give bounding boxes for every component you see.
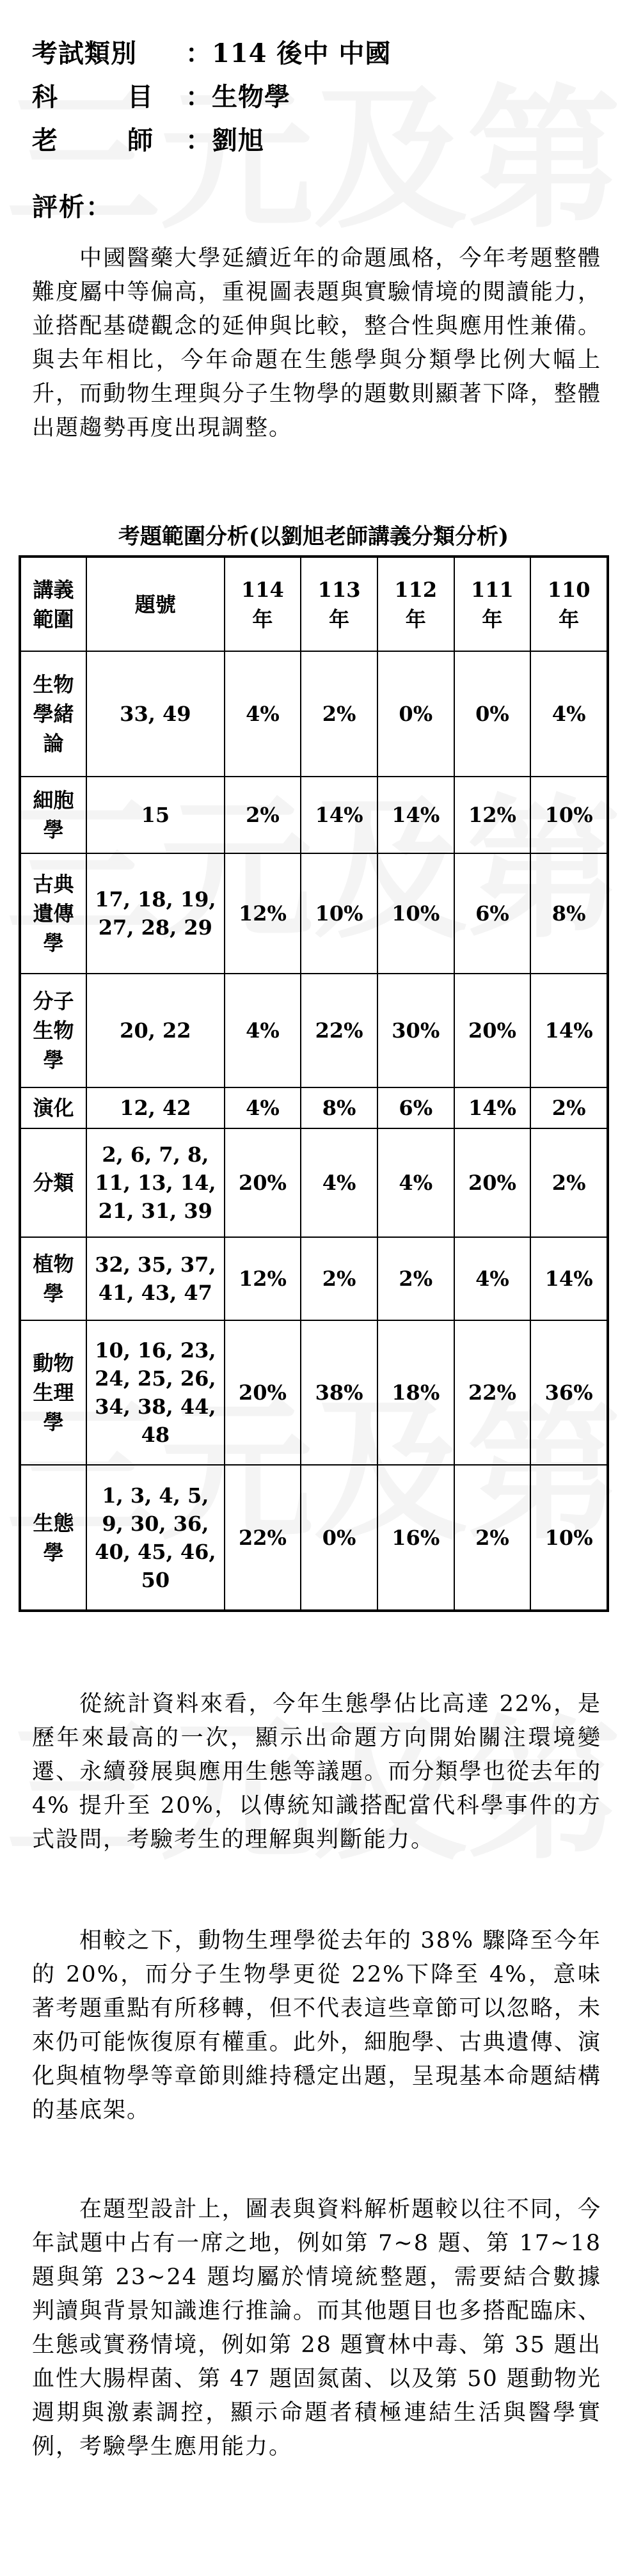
cell-range: 植物學 <box>20 1237 86 1320</box>
subject-value: ：生物學 <box>186 82 290 112</box>
cell-114: 12% <box>225 853 301 974</box>
header-111: 111年 <box>454 557 531 651</box>
header-range: 講義範圍 <box>20 557 86 651</box>
cell-range: 生物學緒論 <box>20 651 86 777</box>
subject-label: 科 目 <box>32 82 154 112</box>
cell-range: 分子生物學 <box>20 974 86 1087</box>
table-row <box>20 777 608 853</box>
cell-range: 分類 <box>20 1128 86 1237</box>
cell-range: 古典遺傳學 <box>20 853 86 974</box>
cell-112: 10% <box>377 853 454 974</box>
cell-112: 6% <box>377 1087 454 1128</box>
cell-113: 2% <box>301 1237 377 1320</box>
cell-110: 14% <box>530 974 608 1087</box>
header-112: 112年 <box>377 557 454 651</box>
cell-111: 22% <box>454 1320 531 1465</box>
exam-category-line <box>32 36 391 72</box>
cell-nums: 15 <box>86 777 224 853</box>
cell-112: 0% <box>377 651 454 777</box>
cell-113: 2% <box>301 651 377 777</box>
table-row <box>20 1465 608 1611</box>
cell-114: 4% <box>225 974 301 1087</box>
cell-114: 2% <box>225 777 301 853</box>
cell-110: 2% <box>530 1128 608 1237</box>
exam-category-value: ：114 後中 中國 <box>186 38 392 68</box>
cell-111: 0% <box>454 651 531 777</box>
cell-110: 10% <box>530 777 608 853</box>
cell-110: 4% <box>530 651 608 777</box>
cell-111: 2% <box>454 1465 531 1611</box>
cell-113: 8% <box>301 1087 377 1128</box>
cell-nums: 1, 3, 4, 5, 9, 30, 36, 40, 45, 46, 50 <box>86 1465 224 1611</box>
table-row <box>20 1237 608 1320</box>
table-row <box>20 853 608 974</box>
table-row <box>20 1320 608 1465</box>
cell-111: 20% <box>454 1128 531 1237</box>
cell-114: 4% <box>225 1087 301 1128</box>
table-row <box>20 1087 608 1128</box>
stats-paragraph: 從統計資料來看，今年生態學佔比高達 22%，是歷年來最高的一次，顯示出命題方向開始關注環境變遷、永續發展與應用生態等議題。而分類學也從去年的 4% 提升至 20%，以傳統知識搭配當代科學事件的方式設問，考驗考生的理解與判斷能力。 <box>32 1691 601 1853</box>
cell-112: 4% <box>377 1128 454 1237</box>
table-row <box>20 1128 608 1237</box>
header-114: 114年 <box>225 557 301 651</box>
cell-113: 10% <box>301 853 377 974</box>
question-type-paragraph: 在題型設計上，圖表與資料解析題較以往不同，今年試題中占有一席之地，例如第 7~8 題、第 17~18 題與第 23~24 題均屬於情境統整題，需要結合數據判讀與背景知識進行推論。而其他題目也多搭配臨床、生態或實務情境，例如第 28 題寶林中毒、第 35 題出血性大腸桿菌、第 47 題固氮菌、以及第 50 題動物光週期與激素調控，顯示命題者積極連結生活與醫學實例，考驗學生應用能力。 <box>32 2197 601 2460</box>
cell-113: 0% <box>301 1465 377 1611</box>
cell-112: 18% <box>377 1320 454 1465</box>
subject-line <box>32 79 290 115</box>
teacher-line <box>32 123 264 159</box>
cell-nums: 20, 22 <box>86 974 224 1087</box>
cell-114: 12% <box>225 1237 301 1320</box>
header-110: 110年 <box>530 557 608 651</box>
exam-category-label: 考試類別 <box>32 38 137 68</box>
teacher-value: ：劉旭 <box>186 125 264 155</box>
cell-113: 38% <box>301 1320 377 1465</box>
cell-110: 2% <box>530 1087 608 1128</box>
cell-range: 動物生理學 <box>20 1320 86 1465</box>
comparison-paragraph: 相較之下，動物生理學從去年的 38% 驟降至今年的 20%，而分子生物學更從 22%下降至 4%，意味著考題重點有所移轉，但不代表這些章節可以忽略，未來仍可能恢復原有權重。此外，細胞學、古典遺傳、演化與植物學等章節則維持穩定出題，呈現基本命題結構的基底架。 <box>32 1928 601 2123</box>
cell-111: 14% <box>454 1087 531 1128</box>
cell-112: 2% <box>377 1237 454 1320</box>
cell-111: 12% <box>454 777 531 853</box>
cell-nums: 17, 18, 19, 27, 28, 29 <box>86 853 224 974</box>
cell-111: 4% <box>454 1237 531 1320</box>
cell-113: 14% <box>301 777 377 853</box>
cell-114: 20% <box>225 1320 301 1465</box>
table-row <box>20 974 608 1087</box>
table-header-row <box>20 557 608 651</box>
cell-nums: 10, 16, 23, 24, 25, 26, 34, 38, 44, 48 <box>86 1320 224 1465</box>
cell-114: 4% <box>225 651 301 777</box>
intro-paragraph: 中國醫藥大學延續近年的命題風格，今年考題整體難度屬中等偏高，重視圖表題與實驗情境的閱讀能力，並搭配基礎觀念的延伸與比較，整合性與應用性兼備。與去年相比，今年命題在生態學與分類學比例大幅上升，而動物生理與分子生物學的題數則顯著下降，整體出題趨勢再度出現調整。 <box>32 246 601 441</box>
header-113: 113年 <box>301 557 377 651</box>
cell-114: 22% <box>225 1465 301 1611</box>
teacher-label: 老 師 <box>32 125 154 155</box>
cell-nums: 32, 35, 37, 41, 43, 47 <box>86 1237 224 1320</box>
exam-range-table <box>19 555 609 1612</box>
cell-111: 20% <box>454 974 531 1087</box>
cell-nums: 33, 49 <box>86 651 224 777</box>
cell-110: 10% <box>530 1465 608 1611</box>
cell-111: 6% <box>454 853 531 974</box>
cell-range: 生態學 <box>20 1465 86 1611</box>
cell-112: 30% <box>377 974 454 1087</box>
cell-nums: 12, 42 <box>86 1087 224 1128</box>
cell-nums: 2, 6, 7, 8, 11, 13, 14, 21, 31, 39 <box>86 1128 224 1237</box>
cell-112: 14% <box>377 777 454 853</box>
table-title: 考題範圍分析(以劉旭老師講義分類分析) <box>118 524 509 549</box>
cell-114: 20% <box>225 1128 301 1237</box>
cell-112: 16% <box>377 1465 454 1611</box>
cell-113: 4% <box>301 1128 377 1237</box>
cell-110: 14% <box>530 1237 608 1320</box>
analysis-heading: 評析： <box>32 192 113 222</box>
table-row <box>20 651 608 777</box>
cell-113: 22% <box>301 974 377 1087</box>
header-nums: 題號 <box>86 557 224 651</box>
cell-110: 36% <box>530 1320 608 1465</box>
cell-range: 演化 <box>20 1087 86 1128</box>
cell-110: 8% <box>530 853 608 974</box>
cell-range: 細胞學 <box>20 777 86 853</box>
